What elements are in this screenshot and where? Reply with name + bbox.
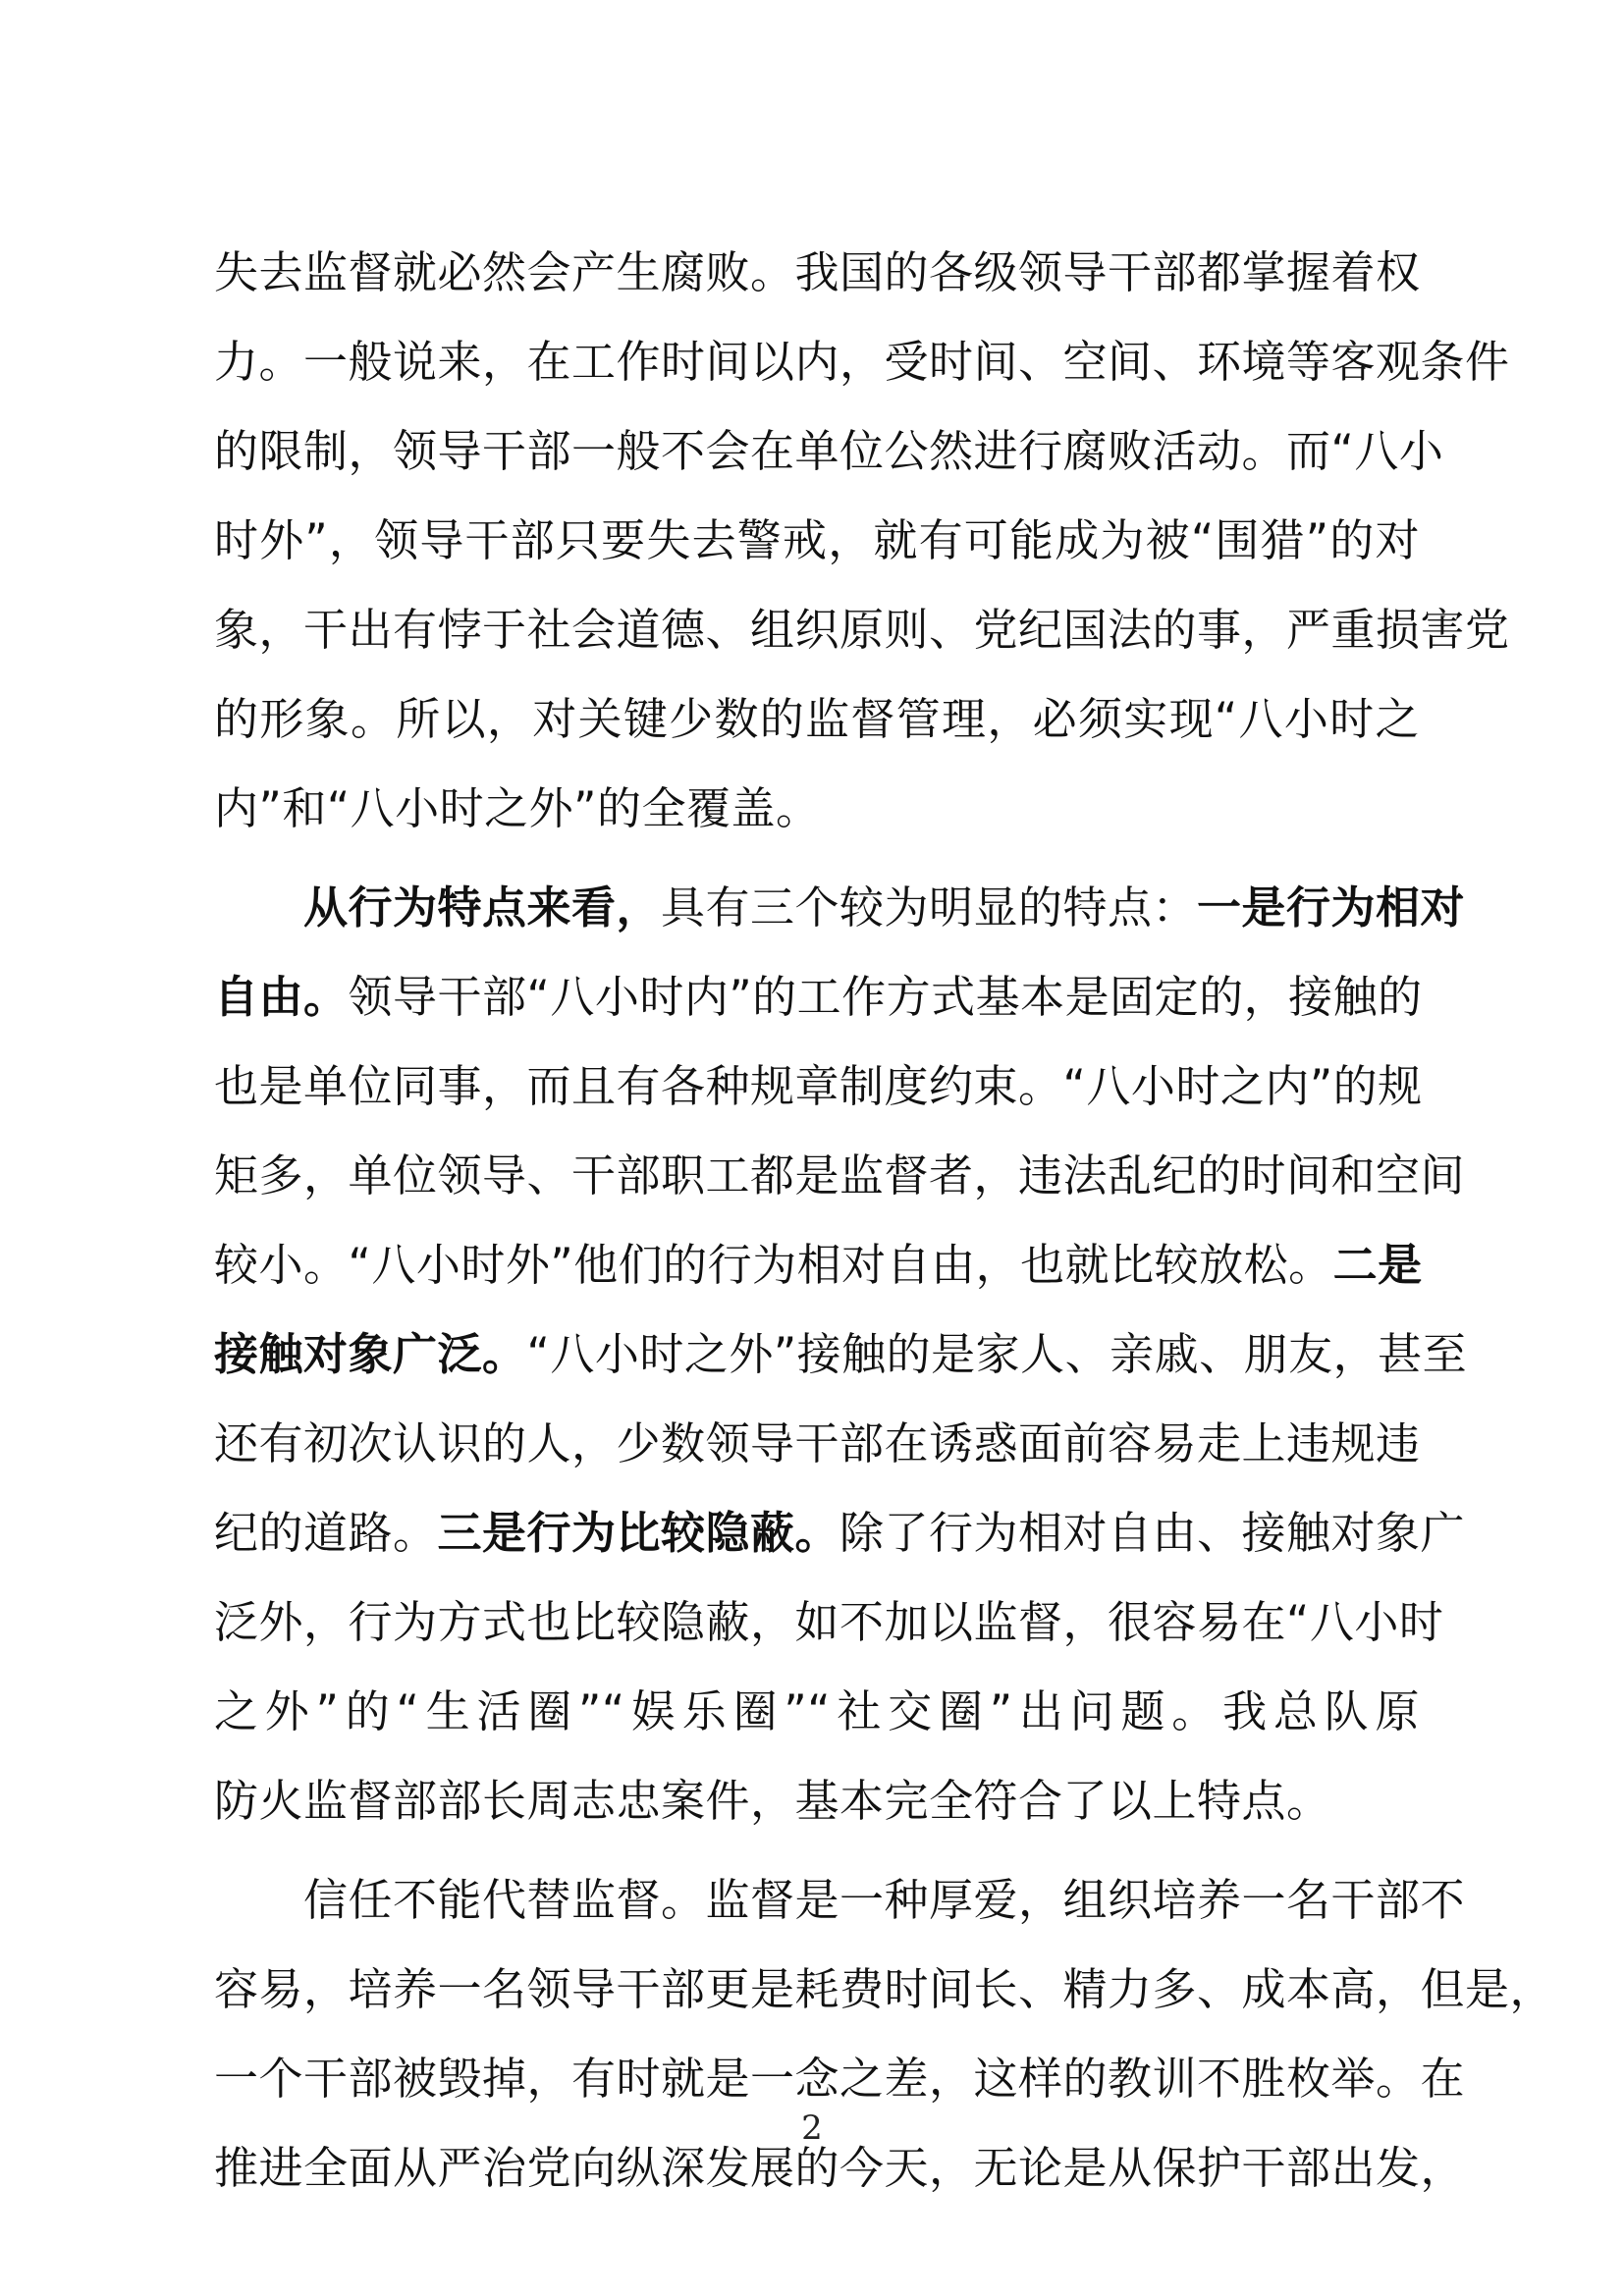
text-line: [214, 863, 1466, 952]
text-line: [214, 674, 1420, 764]
text-line: [214, 1131, 1466, 1220]
text-line: [214, 406, 1444, 496]
text-run: 防火监督部部长周志忠案件，基本完全符合了以上特点。: [214, 1775, 1331, 1827]
text-run: 领导干部“八小时内”的工作方式基本是固定的，接触的: [348, 971, 1423, 1023]
bold-point-run: 自由。: [214, 971, 349, 1023]
text-run: 较小。“八小时外”他们的行为相对自由，也就比较放松。: [214, 1239, 1333, 1291]
paragraph-1: [214, 228, 1510, 853]
text-line: [214, 1309, 1468, 1399]
document-body: [214, 228, 1555, 2213]
paragraph-3: [214, 1855, 1555, 2213]
bold-point-run: 二是: [1332, 1239, 1423, 1291]
text-run: “八小时之外”接触的是家人、亲戚、朋友，甚至: [526, 1328, 1468, 1380]
text-run: 信任不能代替监督。监督是一种厚爱，组织培养一名干部不: [303, 1874, 1466, 1926]
text-line: [214, 496, 1420, 585]
page-number: 2: [801, 2109, 823, 2148]
text-line: [214, 1756, 1420, 1845]
paragraph-2: [214, 863, 1468, 1845]
text-run: 的限制，领导干部一般不会在单位公然进行腐败活动。而“八小: [214, 425, 1444, 477]
text-run: 纪的道路。: [214, 1507, 438, 1559]
text-line: [214, 317, 1510, 406]
text-run: 容易，培养一名领导干部更是耗费时间长、精力多、成本高，但是，: [214, 1963, 1555, 2015]
text-line: [214, 952, 1423, 1041]
bold-heading-run: 从行为特点来看，: [303, 881, 662, 934]
text-run: 还有初次认识的人，少数领导干部在诱惑面前容易走上违规违: [214, 1417, 1421, 1469]
text-run: 力。一般说来，在工作时间以内，受时间、空间、环境等客观条件: [214, 336, 1510, 388]
text-run: 具有三个较为明显的特点：: [661, 881, 1198, 934]
text-run: 也是单位同事，而且有各种规章制度约束。“八小时之内”的规: [214, 1060, 1423, 1112]
text-run: 除了行为相对自由、接触对象广: [839, 1507, 1466, 1559]
text-line: [214, 228, 1420, 317]
text-line: [214, 764, 1420, 853]
text-line: [214, 1667, 1420, 1756]
text-run: 失去监督就必然会产生腐败。我国的各级领导干部都掌握着权: [214, 246, 1421, 298]
text-line: [214, 1041, 1423, 1131]
text-run: 之外”的“生活圈”“娱乐圈”“社交圈”出问题。我总队原: [214, 1685, 1420, 1737]
text-line: [214, 1577, 1444, 1667]
text-run: 象，干出有悖于社会道德、组织原则、党纪国法的事，严重损害党: [214, 604, 1510, 656]
text-run: 一个干部被毁掉，有时就是一念之差，这样的教训不胜枚举。在: [214, 2053, 1466, 2105]
text-line: [214, 1220, 1423, 1309]
text-line: [214, 1855, 1466, 1945]
text-line: [214, 1945, 1555, 2034]
bold-point-run: 一是行为相对: [1197, 881, 1466, 934]
text-run: 内”和“八小时之外”的全覆盖。: [214, 782, 821, 834]
text-line: [214, 1488, 1466, 1577]
text-run: 时外”，领导干部只要失去警戒，就有可能成为被“围猎”的对: [214, 514, 1420, 566]
bold-point-run: 接触对象广泛。: [214, 1328, 527, 1380]
text-run: 的形象。所以，对关键少数的监督管理，必须实现“八小时之: [214, 693, 1420, 745]
text-run: 泛外，行为方式也比较隐蔽，如不加以监督，很容易在“八小时: [214, 1596, 1444, 1648]
text-line: [214, 585, 1510, 674]
text-run: 矩多，单位领导、干部职工都是监督者，违法乱纪的时间和空间: [214, 1149, 1466, 1201]
text-run: 推进全面从严治党向纵深发展的今天，无论是从保护干部出发，: [214, 2142, 1466, 2194]
text-line: [214, 1399, 1420, 1488]
bold-point-run: 三是行为比较隐蔽。: [437, 1507, 840, 1559]
